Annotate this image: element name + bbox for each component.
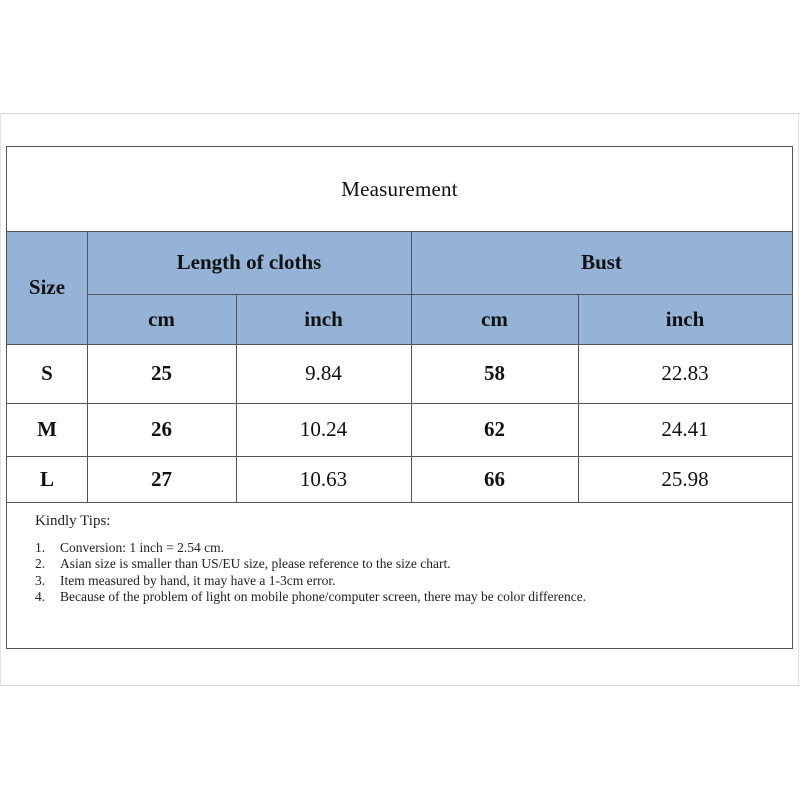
row-l-length-cm: 27 — [151, 466, 172, 491]
grid-line — [7, 344, 792, 345]
row-m-length-cm: 26 — [151, 417, 172, 441]
tip-item — [35, 540, 675, 557]
tip-text: Conversion: 1 inch = 2.54 cm. — [60, 539, 224, 555]
length-cm-header: cm — [87, 294, 236, 344]
tip-number: 4. — [35, 589, 46, 604]
row-l-bust-cm: 66 — [484, 466, 505, 491]
tip-item — [35, 573, 675, 590]
sheet-bottom-line — [0, 685, 800, 686]
size-header: Size — [7, 231, 87, 344]
grid-line — [7, 456, 792, 457]
sheet-right-line — [798, 113, 799, 686]
row-s-length-cm: 25 — [151, 361, 172, 385]
grid-line — [7, 502, 792, 503]
row-s-length-inch: 9.84 — [305, 361, 342, 385]
grid-line — [87, 231, 88, 502]
grid-line — [7, 403, 792, 404]
tip-item — [35, 556, 675, 573]
row-m-length-inch: 10.24 — [299, 417, 348, 441]
tip-number: 2. — [35, 556, 46, 571]
sheet-top-line — [0, 113, 800, 114]
row-m-bust-cm: 62 — [484, 417, 505, 441]
bust-inch-header: inch — [578, 294, 792, 344]
row-m-size: M — [37, 417, 57, 441]
row-l-bust-inch: 25.98 — [661, 466, 709, 491]
table-title: Measurement — [341, 176, 458, 201]
grid-line — [236, 294, 237, 502]
tip-number: 1. — [35, 539, 46, 555]
tip-text: Because of the problem of light on mobile phone/computer screen, there may be color difference. — [60, 589, 587, 604]
row-l-length-inch: 10.63 — [299, 466, 348, 491]
grid-line — [411, 231, 412, 502]
row-s-bust-inch: 22.83 — [661, 361, 709, 385]
sheet-left-line — [0, 113, 1, 686]
row-l-size: L — [39, 466, 54, 491]
length-inch-header: inch — [236, 294, 411, 344]
grid-line — [7, 231, 792, 232]
row-m-bust-inch: 24.41 — [661, 417, 709, 441]
bust-cm-header: cm — [411, 294, 578, 344]
tips-title: Kindly Tips: — [35, 513, 111, 529]
measurement-table — [6, 146, 793, 649]
grid-line — [87, 294, 792, 295]
bust-group-header: Bust — [411, 231, 792, 294]
kindly-tips — [35, 513, 675, 606]
row-s-size: S — [41, 361, 53, 385]
tip-item — [35, 589, 675, 606]
grid-line — [578, 294, 579, 502]
tip-text: Item measured by hand, it may have a 1-3cm error. — [60, 572, 336, 588]
row-s-bust-cm: 58 — [484, 361, 505, 385]
length-group-header: Length of cloths — [87, 231, 411, 294]
tip-number: 3. — [35, 572, 46, 588]
tip-text: Asian size is smaller than US/EU size, please reference to the size chart. — [60, 556, 451, 571]
